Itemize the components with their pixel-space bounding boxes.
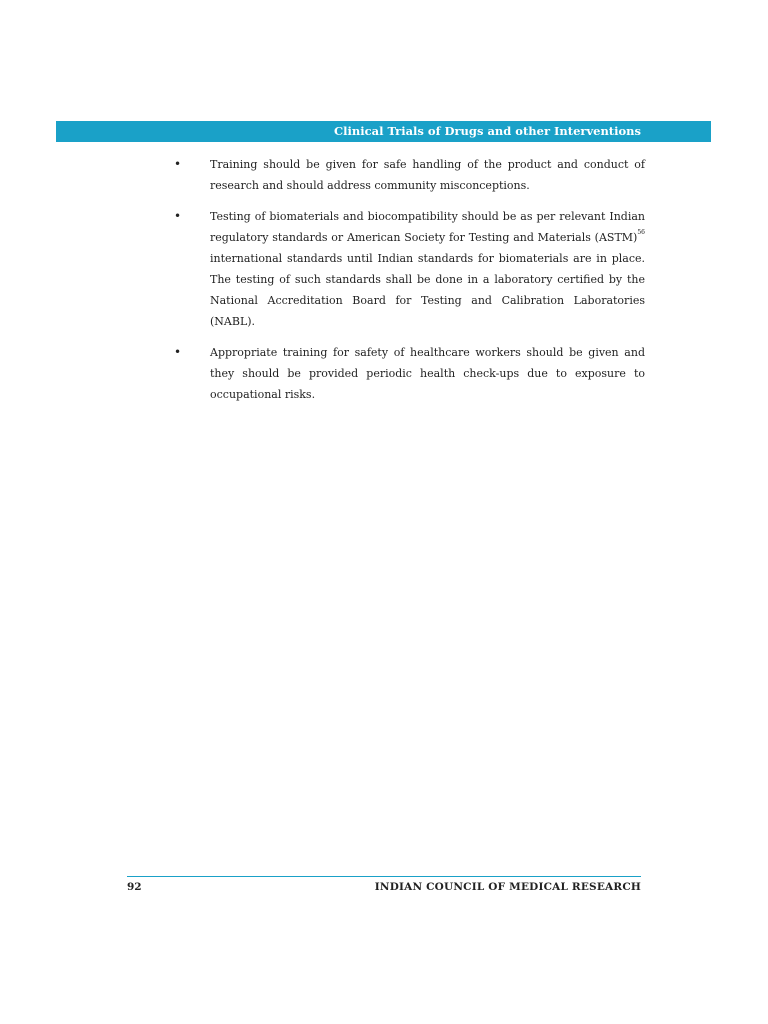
- bullet-text: [210, 210, 645, 328]
- bullet-text-part: international standards until Indian standards for biomaterials are in place. The testing of such standards shall be done in a laboratory certified by the National Accreditation Board for Testing and Calibration Laboratories (NABL).: [210, 252, 645, 328]
- running-header-band: [56, 121, 711, 142]
- footer-divider: [127, 876, 641, 877]
- bullet-list: [170, 154, 645, 415]
- bullet-icon: •: [174, 157, 182, 171]
- bullet-text: Training should be given for safe handling of the product and conduct of research and should address community misconceptions.: [210, 158, 645, 192]
- bullet-icon: •: [174, 209, 182, 223]
- running-header-title: Clinical Trials of Drugs and other Interventions: [334, 124, 641, 138]
- list-item: [170, 206, 645, 332]
- list-item: [170, 154, 645, 196]
- bullet-text: Appropriate training for safety of healthcare workers should be given and they should be provided periodic health check-ups due to exposure to occupational risks.: [210, 346, 645, 401]
- list-item: [170, 342, 645, 405]
- bullet-text-part: Testing of biomaterials and biocompatibility should be as per relevant Indian regulatory standards or American Society for Testing and Materials (ASTM): [210, 210, 645, 244]
- footer-organization: INDIAN COUNCIL OF MEDICAL RESEARCH: [374, 881, 641, 893]
- page-number: 92: [127, 881, 142, 893]
- bullet-icon: •: [174, 345, 182, 359]
- reference-superscript: 56: [637, 229, 645, 236]
